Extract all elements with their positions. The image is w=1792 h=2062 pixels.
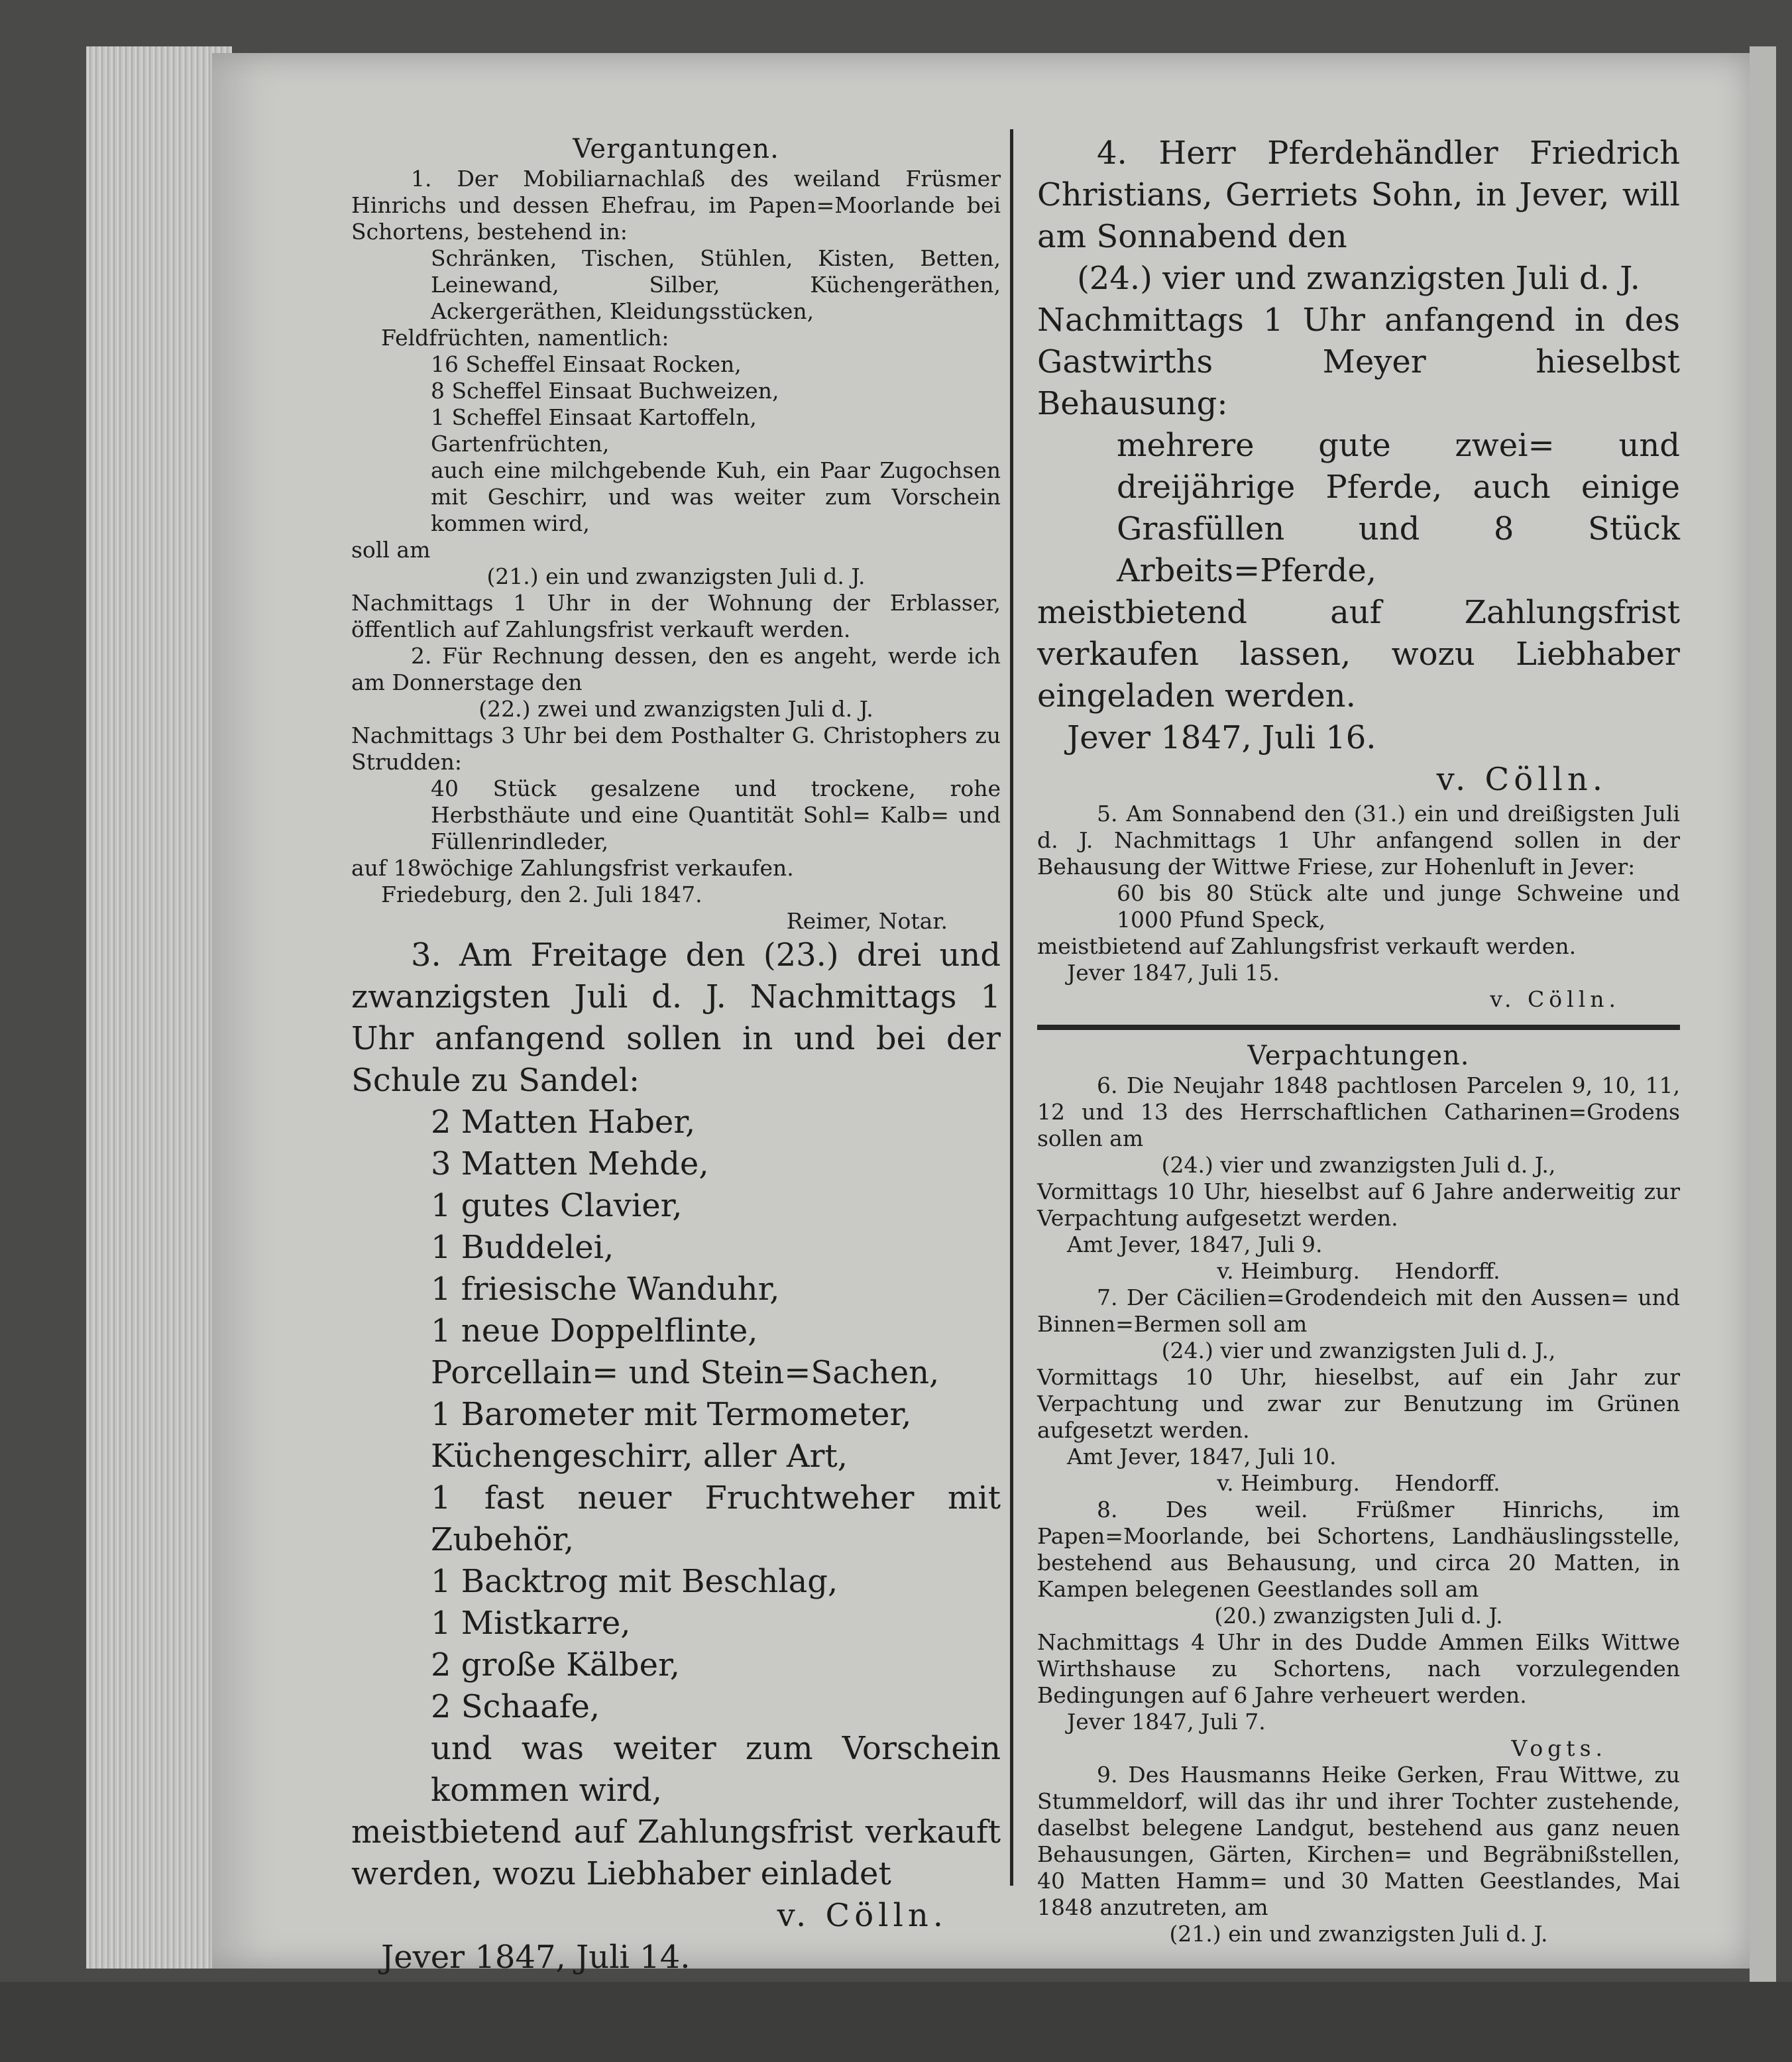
- right-column: [1037, 133, 1680, 1947]
- item-5-intro: 5. Am Sonnabend den (31.) ein und dreißigsten Juli d. J. Nachmittags 1 Uhr anfangend sollen in der Behausung der Wittwe Friese, zur Hohenluft in Jever:: [1037, 801, 1680, 880]
- item-3-entry: 1 fast neuer Fruchtweher mit Zubehör,: [431, 1479, 1001, 1558]
- item-8-intro: 8. Des weil. Früßmer Hinrichs, im Papen=Moorlande, bei Schortens, Landhäuslingsstelle, bestehend aus Behausung, und circa 20 Matten, in Kampen belegenen Geestlandes soll am: [1037, 1497, 1680, 1602]
- item-7-signatures: v. Heimburg. Hendorff.: [1217, 1470, 1500, 1496]
- item-1-line: 8 Scheffel Einsaat Buchweizen,: [431, 378, 779, 404]
- item-1-date: (21.) ein und zwanzigsten Juli d. J.: [486, 563, 866, 589]
- item-6-place-date: Amt Jever, 1847, Juli 9.: [1067, 1231, 1323, 1257]
- item-3-entry: 2 große Kälber,: [431, 1646, 680, 1684]
- item-7-date: (24.) vier und zwanzigsten Juli d. J.,: [1161, 1338, 1556, 1363]
- item-1-feldfruechte: Feldfrüchten, namentlich:: [381, 325, 669, 351]
- item-1-line: 1 Scheffel Einsaat Kartoffeln,: [431, 404, 757, 430]
- item-3-entry: Küchengeschirr, aller Art,: [431, 1438, 848, 1475]
- item-3-terms: meistbietend auf Zahlungsfrist verkauft werden, wozu Liebhaber einladet: [351, 1813, 1001, 1892]
- item-6-signatures: v. Heimburg. Hendorff.: [1217, 1258, 1500, 1284]
- item-3-entry: 1 neue Doppelflinte,: [431, 1312, 758, 1349]
- item-3-entry: 2 Matten Haber,: [431, 1104, 696, 1141]
- item-2-goods: 40 Stück gesalzene und trockene, rohe Herbsthäute und eine Quantität Sohl= Kalb= und Füllenrindleder,: [431, 775, 1001, 854]
- column-divider: [1010, 129, 1013, 1886]
- item-6-intro: 6. Die Neujahr 1848 pachtlosen Parcelen 9, 10, 11, 12 und 13 des Herrschaftlichen Catharinen=Grodens sollen am: [1037, 1072, 1680, 1151]
- item-3-entry: 1 Buddelei,: [431, 1229, 614, 1266]
- item-1-text: Nachmittags 1 Uhr in der Wohnung der Erblasser, öffentlich auf Zahlungsfrist verkauft werden.: [351, 590, 1001, 642]
- item-4-terms: meistbietend auf Zahlungsfrist verkaufen lassen, wozu Liebhaber eingeladen werden.: [1037, 594, 1680, 715]
- item-8-date: (20.) zwanzigsten Juli d. J.: [1214, 1603, 1503, 1629]
- item-3-entry: 2 Schaafe,: [431, 1688, 600, 1725]
- item-7-text: Vormittags 10 Uhr, hieselbst, auf ein Jahr zur Verpachtung und zwar zur Benutzung im Grünen aufgesetzt werden.: [1037, 1364, 1680, 1443]
- item-3-more: und was weiter zum Vorschein kommen wird,: [431, 1730, 1001, 1809]
- item-7-intro: 7. Der Cäcilien=Grodendeich mit den Aussen= und Binnen=Bermen soll am: [1037, 1285, 1680, 1337]
- item-2-place-date: Friedeburg, den 2. Juli 1847.: [381, 882, 702, 907]
- page-right-edge: [1750, 46, 1776, 1982]
- section-heading-verpachtungen: Verpachtungen.: [1247, 1041, 1470, 1071]
- item-4-intro: 4. Herr Pferdehändler Friedrich Christians, Gerriets Sohn, in Jever, will am Sonnabend den: [1037, 135, 1680, 255]
- item-2-signature: Reimer, Notar.: [786, 908, 948, 934]
- item-1-intro: 1. Der Mobiliarnachlaß des weiland Früsmer Hinrichs und dessen Ehefrau, im Papen=Moorlande bei Schortens, bestehend in:: [351, 166, 1001, 245]
- item-3-intro: 3. Am Freitage den (23.) drei und zwanzigsten Juli d. J. Nachmittags 1 Uhr anfangend sollen in und bei der Schule zu Sandel:: [351, 937, 1001, 1099]
- item-5-signature: v. Cölln.: [1490, 986, 1620, 1012]
- item-4-goods: mehrere gute zwei= und dreijährige Pferde, auch einige Grasfüllen und 8 Stück Arbeits=Pferde,: [1117, 427, 1680, 589]
- item-2-terms: auf 18wöchige Zahlungsfrist verkaufen.: [351, 855, 794, 881]
- item-3-entry: 1 gutes Clavier,: [431, 1187, 683, 1224]
- item-4-date: (24.) vier und zwanzigsten Juli d. J.: [1077, 260, 1640, 297]
- page-stack-edges: [86, 46, 232, 1969]
- item-3-signature: v. Cölln.: [777, 1897, 948, 1934]
- item-5-goods: 60 bis 80 Stück alte und junge Schweine und 1000 Pfund Speck,: [1117, 880, 1680, 933]
- item-1-soll: soll am: [351, 537, 431, 563]
- item-2-date: (22.) zwei und zwanzigsten Juli d. J.: [478, 696, 873, 722]
- item-4-text: Nachmittags 1 Uhr anfangend in des Gastwirths Meyer hieselbst Behausung:: [1037, 302, 1680, 422]
- item-3-entry: 1 Backtrog mit Beschlag,: [431, 1563, 838, 1600]
- item-5-place-date: Jever 1847, Juli 15.: [1067, 960, 1280, 986]
- item-3-place-date: Jever 1847, Juli 14.: [381, 1939, 691, 1976]
- item-1-line: 16 Scheffel Einsaat Rocken,: [431, 351, 742, 377]
- section-rule: [1037, 1025, 1680, 1030]
- item-2-intro: 2. Für Rechnung dessen, den es angeht, werde ich am Donnerstage den: [351, 643, 1001, 695]
- item-4-place-date: Jever 1847, Juli 16.: [1067, 719, 1376, 756]
- item-6-date: (24.) vier und zwanzigsten Juli d. J.,: [1161, 1152, 1556, 1178]
- item-3-list: [351, 1102, 1001, 1811]
- item-3-entry: 3 Matten Mehde,: [431, 1145, 709, 1182]
- item-7-place-date: Amt Jever, 1847, Juli 10.: [1067, 1444, 1337, 1469]
- item-6-text: Vormittags 10 Uhr, hieselbst auf 6 Jahre anderweitig zur Verpachtung aufgesetzt werden.: [1037, 1178, 1680, 1231]
- item-3-entry: 1 Mistkarre,: [431, 1605, 631, 1642]
- item-8-signature: Vogts.: [1511, 1735, 1607, 1761]
- item-8-place-date: Jever 1847, Juli 7.: [1067, 1709, 1266, 1735]
- item-2-text: Nachmittags 3 Uhr bei dem Posthalter G. Christophers zu Strudden:: [351, 722, 1001, 775]
- item-4-signature: v. Cölln.: [1436, 761, 1607, 798]
- item-8-text: Nachmittags 4 Uhr in des Dudde Ammen Eilks Wittwe Wirthshause zu Schortens, nach vorzulegenden Bedingungen auf 6 Jahre verheuert werden.: [1037, 1629, 1680, 1708]
- left-column: [351, 133, 1001, 1978]
- item-1-goods: Schränken, Tischen, Stühlen, Kisten, Betten, Leinewand, Silber, Küchengeräthen, Ackergeräthen, Kleidungsstücken,: [431, 245, 1001, 324]
- item-3-entry: 1 Barometer mit Termometer,: [431, 1396, 912, 1433]
- item-5-terms: meistbietend auf Zahlungsfrist verkauft werden.: [1037, 933, 1577, 959]
- item-1-line: Gartenfrüchten,: [431, 431, 610, 457]
- item-1-line: auch eine milchgebende Kuh, ein Paar Zugochsen mit Geschirr, und was weiter zum Vorschein kommen wird,: [431, 457, 1001, 536]
- section-heading-vergantungen: Vergantungen.: [573, 134, 779, 164]
- book-cover-edge: [0, 1982, 1792, 2062]
- item-9-intro: 9. Des Hausmanns Heike Gerken, Frau Wittwe, zu Stummeldorf, will das ihr und ihrer Tochter zustehende, daselbst belegene Landgut, bestehend aus ganz neuen Behausungen, Gärten, Kirchen= und Begräbnißstellen, 40 Matten Hamm= und 30 Matten Geestlandes, Mai 1848 anzutreten, am: [1037, 1762, 1680, 1920]
- item-3-entry: Porcellain= und Stein=Sachen,: [431, 1354, 940, 1391]
- item-3-entry: 1 friesische Wanduhr,: [431, 1271, 780, 1308]
- item-9-date: (21.) ein und zwanzigsten Juli d. J.: [1169, 1921, 1548, 1947]
